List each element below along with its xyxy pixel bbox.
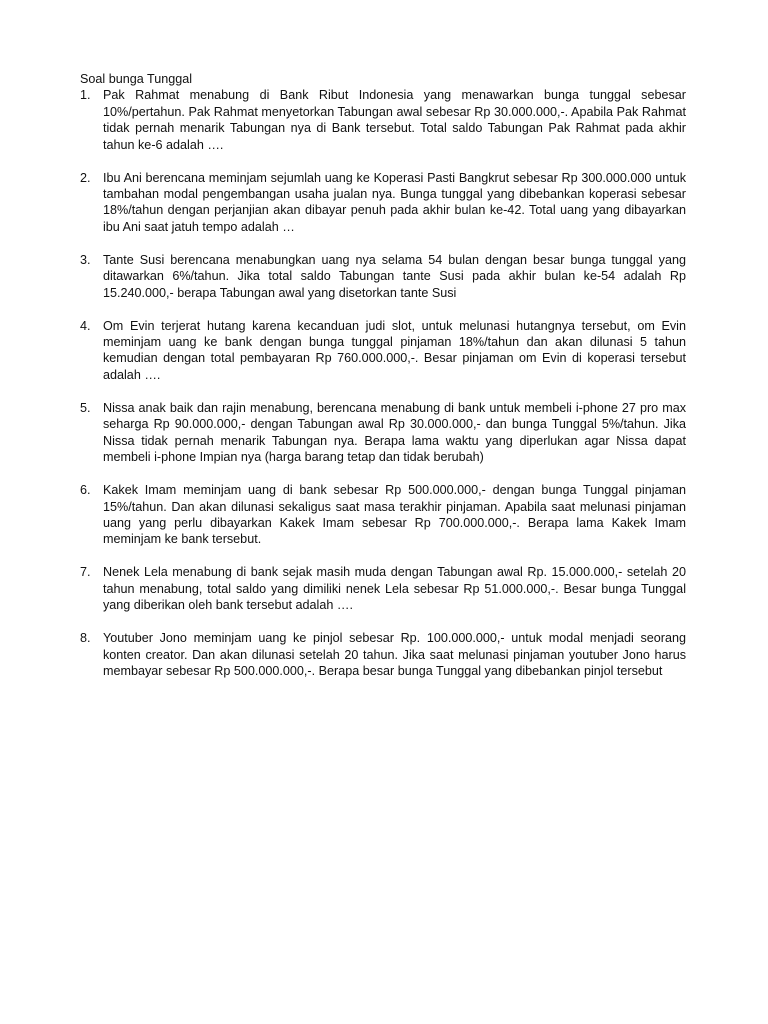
question-item <box>80 400 686 466</box>
question-number: 2. <box>80 170 91 185</box>
document-page <box>80 71 686 679</box>
question-number: 7. <box>80 565 91 580</box>
question-number: 8. <box>80 631 91 646</box>
question-item <box>80 87 686 153</box>
question-text: Nissa anak baik dan rajin menabung, berencana menabung di bank untuk membeli i-phone 27 pro max seharga Rp 90.000.000,- dengan Tabungan awal Rp 30.000.000,- dan bunga Tunggal 5%/tahun. Jika Nissa tidak pernah menarik Tabungan nya. Berapa lama waktu yang diperlukan agar Nissa dapat membeli i-phone Impian nya (harga barang tetap dan tidak berubah) <box>103 400 686 465</box>
question-number: 5. <box>80 400 91 415</box>
question-text: Ibu Ani berencana meminjam sejumlah uang ke Koperasi Pasti Bangkrut sebesar Rp 300.000.000 untuk tambahan modal pengembangan usaha jualan nya. Bunga tunggal yang dibebankan koperasi sebesar 18%/tahun dengan perjanjian akan dibayar penuh pada akhir bulan ke-42. Total uang yang dibayarkan ibu Ani saat jatuh tempo adalah … <box>103 170 686 234</box>
question-item <box>80 482 686 548</box>
question-number: 4. <box>80 318 91 333</box>
question-number: 1. <box>80 88 91 103</box>
question-text: Tante Susi berencana menabungkan uang nya selama 54 bulan dengan besar bunga tunggal yang ditawarkan 6%/tahun. Jika total saldo Tabungan tante Susi pada akhir bulan ke-54 adalah Rp 15.240.000,- berapa Tabungan awal yang disetorkan tante Susi <box>103 252 686 300</box>
question-text: Kakek Imam meminjam uang di bank sebesar Rp 500.000.000,- dengan bunga Tunggal pinjaman 15%/tahun. Dan akan dilunasi sekaligus saat masa terakhir pinjaman. Apabila saat melunasi pinjaman uang yang perlu dibayarkan Kakek Imam sebesar Rp 700.000.000,-. Berapa lama Kakek Imam meminjam ke bank tersebut. <box>103 483 686 547</box>
question-text: Youtuber Jono meminjam uang ke pinjol sebesar Rp. 100.000.000,- untuk modal menjadi seorang konten creator. Dan akan dilunasi setelah 20 tahun. Jika saat melunasi pinjaman youtuber Jono harus membayar sebesar Rp 500.000.000,-. Berapa besar bunga Tunggal yang dibebankan pinjol tersebut <box>103 631 686 678</box>
document-title: Soal bunga Tunggal <box>80 72 193 86</box>
question-item <box>80 170 686 236</box>
question-number: 6. <box>80 483 91 498</box>
question-item <box>80 252 686 301</box>
question-text: Om Evin terjerat hutang karena kecanduan judi slot, untuk melunasi hutangnya tersebut, om Evin meminjam uang ke bank dengan bunga tunggal pinjaman 18%/tahun dan akan dilunasi 5 tahun kemudian dengan total pembayaran Rp 760.000.000,-. Besar pinjaman om Evin di koperasi tersebut adalah …. <box>103 318 686 382</box>
question-item <box>80 630 686 679</box>
question-item <box>80 318 686 384</box>
question-item <box>80 564 686 613</box>
question-text: Pak Rahmat menabung di Bank Ribut Indonesia yang menawarkan bunga tunggal sebesar 10%/pertahun. Pak Rahmat menyetorkan Tabungan awal sebesar Rp 30.000.000,-. Apabila Pak Rahmat tidak pernah menarik Tabungan nya di Bank tersebut. Total saldo Tabungan Pak Rahmat pada akhir tahun ke-6 adalah …. <box>103 88 686 152</box>
question-text: Nenek Lela menabung di bank sejak masih muda dengan Tabungan awal Rp. 15.000.000,- setelah 20 tahun menabung, total saldo yang dimiliki nenek Lela sebesar Rp 51.000.000,-. Besar bunga Tunggal yang diberikan oleh bank tersebut adalah …. <box>103 565 686 613</box>
question-number: 3. <box>80 252 91 267</box>
